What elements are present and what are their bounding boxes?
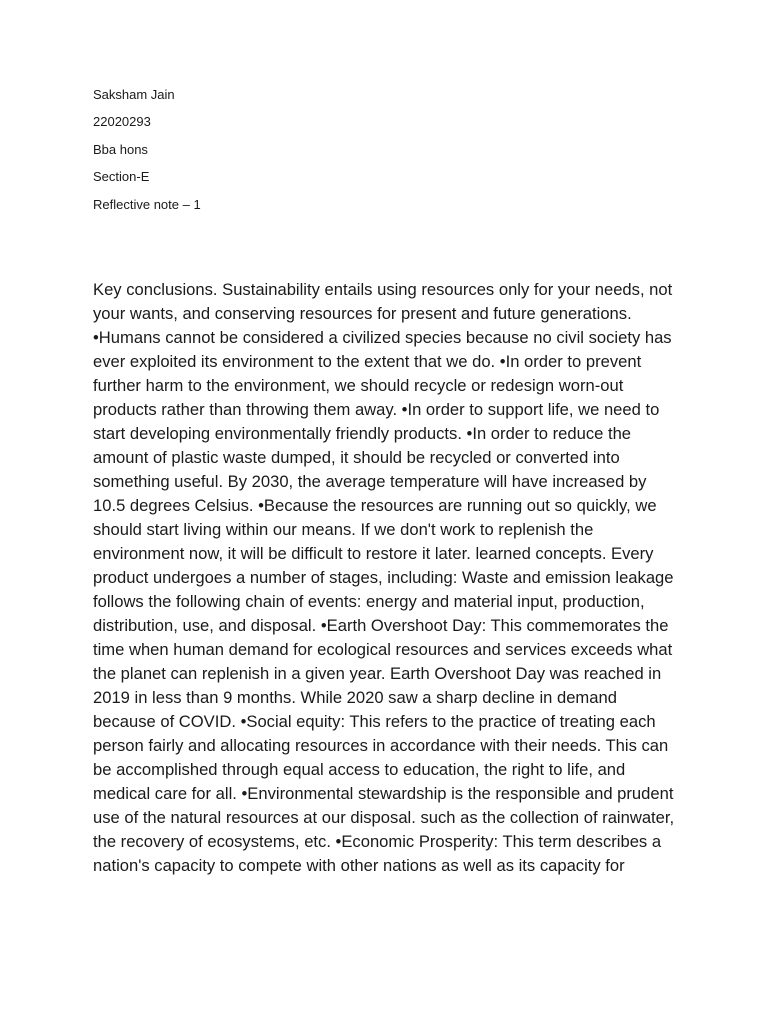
document-title: Reflective note – 1 <box>93 196 201 212</box>
document-header <box>93 86 673 223</box>
section-label: Section-E <box>93 169 150 185</box>
author-name: Saksham Jain <box>93 87 175 102</box>
course-name: Bba hons <box>93 141 148 157</box>
body-paragraph: Key conclusions. Sustainability entails using resources only for your needs, not your wants, and conserving resources for present and future generations. •Humans cannot be considered a civilized species because no civil society has ever exploited its environment to the extent that we do. •In order to prevent further harm to the environment, we should recycle or redesign worn-out products rather than throwing them away. •In order to support life, we need to start developing environmentally friendly products. •In order to reduce the amount of plastic waste dumped, it should be recycled or converted into something useful. By 2030, the average temperature will have increased by 10.5 degrees Celsius. •Because the resources are running out so quickly, we should start living within our means. If we don't work to replenish the environment now, it will be difficult to restore it later. learned concepts. Every product undergoes a number of stages, including: Waste and emission leakage follows the following chain of events: energy and material input, production, distribution, use, and disposal. •Earth Overshoot Day: This commemorates the time when human demand for ecological resources and services exceeds what the planet can replenish in a given year. Earth Overshoot Day was reached in 2019 in less than 9 months. While 2020 saw a sharp decline in demand because of COVID. •Social equity: This refers to the practice of treating each person fairly and allocating resources in accordance with their needs. This can be accomplished through equal access to education, the right to life, and medical care for all. •Environmental stewardship is the responsible and prudent use of the natural resources at our disposal. such as the collection of rainwater, the recovery of ecosystems, etc. •Economic Prosperity: This term describes a nation's capacity to compete with other nations as well as its capacity for <box>93 280 675 875</box>
roll-number: 22020293 <box>93 114 151 130</box>
